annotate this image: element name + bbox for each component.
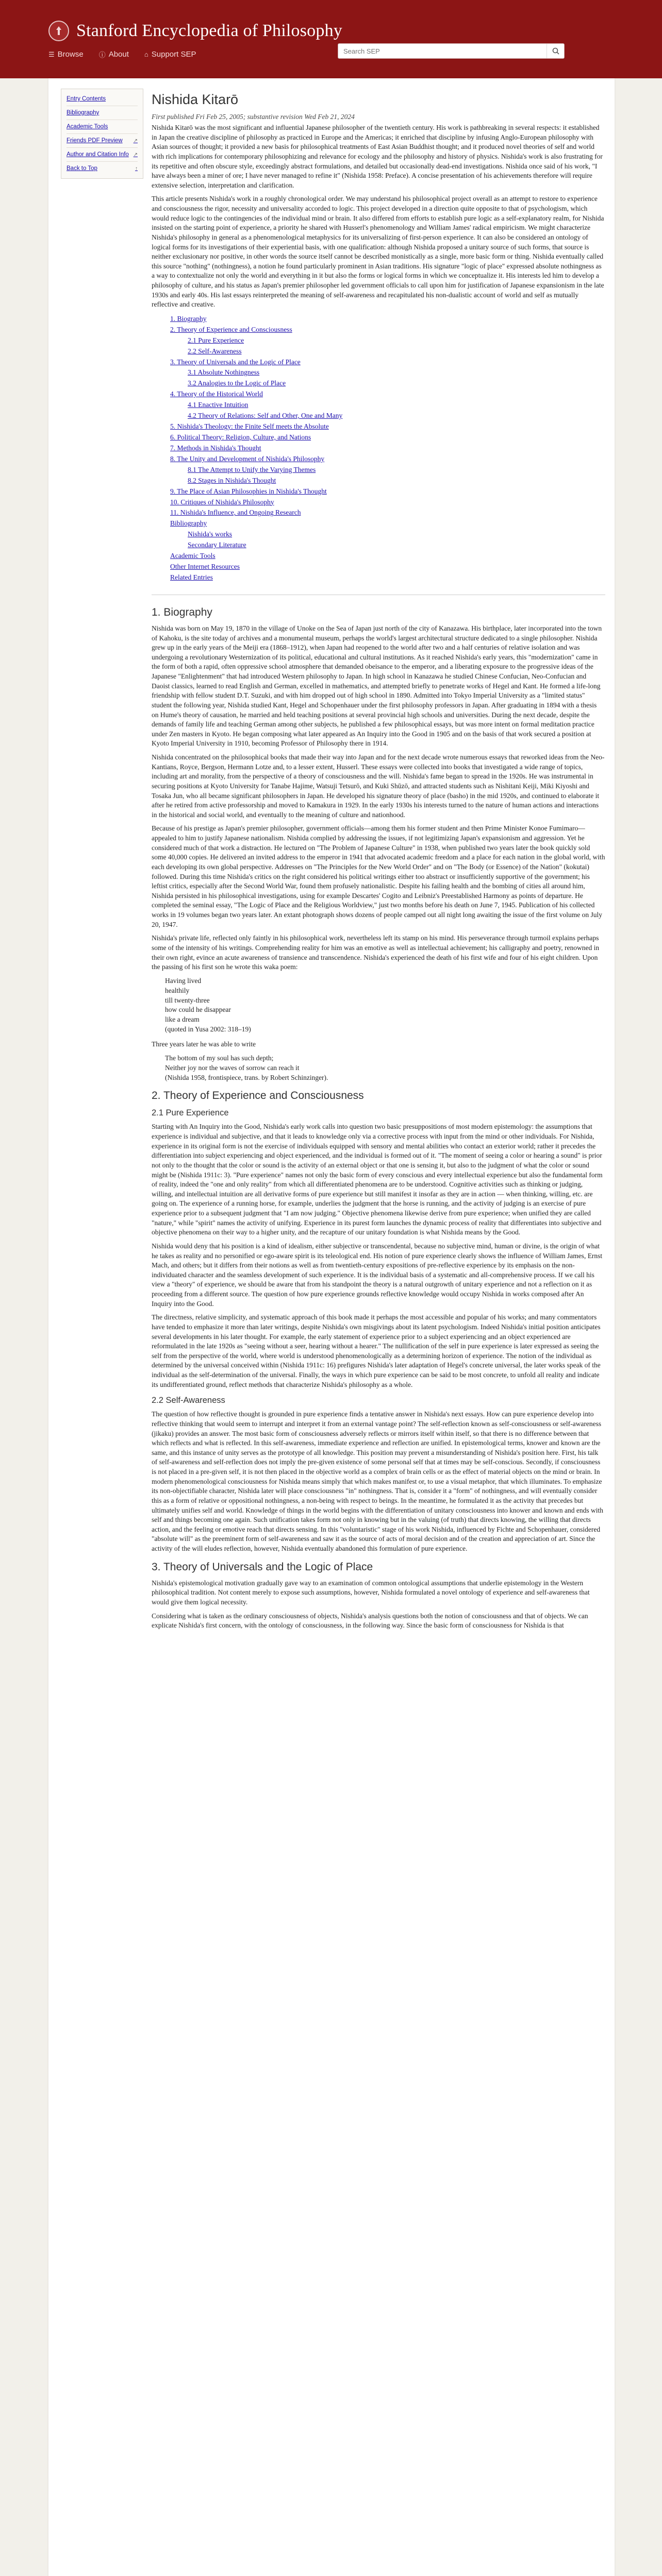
universals-paragraph: Nishida's epistemological motivation gradually gave way to an examination of common ontological assumptions that underlie epistemology in the Western philosophical tradition. Not content merely to expose such assumptions, however, Nishida formulated a novel ontology of experience and self-awareness that would give them logical necessity. [152,1579,590,1606]
site-header [0,0,662,78]
toc-sublist [188,529,605,551]
section-heading-universals: 3. Theory of Universals and the Logic of Place [152,1561,373,1573]
toc-link[interactable]: Related Entries [170,573,213,581]
poem-line: till twenty-three [165,996,210,1004]
sidebar-divider [67,161,138,162]
nav-browse-label: Browse [57,50,84,59]
search-input[interactable] [338,44,547,58]
toc-subitem [188,476,605,486]
poem-line: (quoted in Yusa 2002: 318–19) [165,1025,251,1033]
sidebar-item-label: Bibliography [67,110,100,116]
sidebar-divider [67,147,138,148]
page-frame [48,78,615,2576]
toc-link[interactable]: 8. The Unity and Development of Nishida's Philosophy [170,454,325,463]
poem-block [165,976,605,1035]
toc-item [170,454,605,486]
toc-link[interactable]: 7. Methods in Nishida's Thought [170,444,261,452]
nav-support-label: Support SEP [151,50,196,59]
toc-sublink[interactable]: 4.1 Enactive Intuition [188,401,249,409]
sidebar-item-label: Back to Top [67,165,97,172]
toc-sublink[interactable]: 3.2 Analogies to the Logic of Place [188,379,286,387]
subsection-heading-pure-experience: 2.1 Pure Experience [152,1108,229,1118]
toc-sublink[interactable]: 8.1 The Attempt to Unify the Varying Themes [188,465,316,473]
biography-paragraph: Nishida was born on May 19, 1870 in the village of Unoke on the Sea of Japan just north of the city of Kanazawa. His birthplace, later incorporated into the town of Kahoku, is the site today of archives and a monumental museum, perhaps the world's largest architectural structure dedicated to a single philosopher. Nishida grew up in the early years of the Meiji era (1868–1912), when Japan had reopened to the world after two and a half centuries of relative isolation and was undergoing a revolutionary Westernization of its political, educational and cultural institutions. As it reached Nishida's early years, this "modernization" came in the form of both a rapid, often oppressive school atmosphere that demanded obeisance to the emperor, and a liberating exposure to the progressive ideas of the Japanese "Enlightenment" that had introduced Western philosophy to Japan. In high school in Kanazawa he studied Chinese Confucian, Neo-Confucian and Daoist classics, learned to read English and German, excelled in mathematics, and attempted briefly to penetrate works of Hegel and Kant. He formed a life-long friendship with fellow student D.T. Suzuki, and with him dropped out of high school in 1890. Admitted into Tokyo Imperial University as a "limited status" student the following year, Nishida studied Kant, Hegel and Schopenhauer under the first philosophy professors in Japan. After graduating in 1894 with a thesis on Hume's theory of causation, he married and held teaching positions at several provincial high schools and universities. During the next decade, despite the demands of family life and teaching German among other subjects, he published a few philosophical essays, but was more intent on formal meditation practice under Zen masters in Kyoto. He began composing what later appeared as An Inquiry into the Good in 1905 and on the basis of that work secured a position at Kyoto Imperial University in 1910, becoming Professor of Philosophy there in 1914. [152,624,602,748]
site-title[interactable]: Stanford Encyclopedia of Philosophy [76,21,342,40]
poem-line: like a dream [165,1015,200,1024]
toc-subitem [188,400,605,411]
toc-link[interactable]: 5. Nishida's Theology: the Finite Self meets the Absolute [170,422,329,431]
toc-sublist [188,400,605,421]
toc-sublink[interactable]: 4.2 Theory of Relations: Self and Other, One and Many [188,412,343,420]
list-icon: ☰ [48,50,55,58]
toc-item [170,432,605,443]
toc-link[interactable]: Academic Tools [170,552,216,560]
article-title: Nishida Kitarō [152,92,239,107]
toc-link[interactable]: 4. Theory of the Historical World [170,390,263,398]
toc-item [170,357,605,389]
experience-paragraph: The directness, relative simplicity, and systematic approach of this book made it perhaps the most accessible and popular of his works; and many commentators have tended to emphasize it more than later writings, despite Nishida's own misgivings about its latent psychologism. Indeed Nishida's initial position anticipates several developments in his later thought. For example, the early statement of experience prior to a subject experiencing and an object experienced are reformulated in the late 1920s as "seeing without a seer, hearing without a hearer." The nullification of the self in pure experience is later expressed as seeing the self from the perspective of the world, where world is understood phenomenologically as a determining horizon of experience. The notion of the individual as determined by the universal conceived within (Nishida 1911c: 16) prefigures Nishida's later adaptation of Hegel's concrete universal, the later works speak of the individual as the self-determination of the universal. Finally, the ways in which pure experience can be said to be most concrete, to unfold all reality and indicate its undifferentiated ground, reflect methods that characterize Nishida's philosophy as a whole. [152,1313,601,1388]
toc-item [170,507,605,518]
toc-subitem [188,367,605,378]
toc-subitem [188,411,605,421]
toc-link[interactable]: 9. The Place of Asian Philosophies in Nishida's Thought [170,487,327,495]
toc-item [170,497,605,508]
toc-link[interactable]: Other Internet Resources [170,563,240,571]
toc-link[interactable]: 6. Political Theory: Religion, Culture, and Nations [170,433,311,442]
toc-sublink[interactable]: Nishida's works [188,530,233,538]
poem-block [165,1054,605,1083]
search-box [338,43,565,59]
poem-line: Having lived [165,976,202,985]
toc-sublink[interactable]: 3.1 Absolute Nothingness [188,368,260,377]
bank-icon: ⌂ [144,50,148,58]
poem-line: (Nishida 1958, frontispiece, trans. by Robert Schinzinger). [165,1073,328,1081]
toc-sublink[interactable]: 2.2 Self-Awareness [188,347,242,355]
nav-about-label: About [108,50,129,59]
search-button[interactable] [547,44,564,58]
toc-subitem [188,378,605,389]
toc-link[interactable]: 1. Biography [170,314,207,323]
toc-sublink[interactable]: Secondary Literature [188,541,246,549]
experience-paragraph: Nishida would deny that his position is a kind of idealism, either subjective or transcendental, because no subjective mind, human or divine, is the origin of what he takes as reality and no personified or ego-aware spirit is its teleological end. His notion of pure experience clearly shows the influence of William James, Ernst Mach, and others; but it differs from their notions as well as from twentieth-century expositions of pre-reflective experience by its emphasis on the non-individuated character and the seamless development of such experience. It is the individual basis of a systematic and all-comprehensive process. If we call his view a "theory" of experience, we should be aware that from his standpoint the theory is a natural outgrowth of unitary experience and not a reflection on it as proceeding from a different source. The question of how pure experience grounds reflective knowledge would occupy Nishida in works composed after An Inquiry into the Good. [152,1242,603,1308]
universals-paragraph: Considering what is taken as the ordinary consciousness of objects, Nishida's analysis questions both the notion of consciousness and that of objects. We can explicate Nishida's first concern, with the ontology of consciousness, in the following way. Since the basic form of consciousness for Nishida is that [152,1612,588,1630]
sidebar-box-contents [61,89,143,179]
toc-subitem [188,346,605,357]
biography-paragraph: Nishida's private life, reflected only faintly in his philosophical work, nevertheless left its stamp on his mind. His perseverance through turmoil explains perhaps some of the intensity of his writings. Comprehending reality for him was an emotive as well as intellectual achievement; his calligraphy and poetry, renowned in their own right, evince an acute awareness of transience and transcendence. Nishida's experienced the death of his first wife and four of his eight children. Upon the passing of his first son he wrote this waka poem: [152,934,600,971]
sidebar-item-back-to-top[interactable] [67,163,138,174]
toc-sublink[interactable]: 2.1 Pure Experience [188,336,244,344]
toc-item [170,314,605,325]
sidebar-item-pdf-preview[interactable] [67,135,138,146]
poem-line: healthily [165,986,190,994]
sidebar-item-bibliography[interactable] [67,107,138,118]
toc-item [170,443,605,454]
sidebar-divider [67,133,138,134]
self-awareness-paragraph: The question of how reflective thought is grounded in pure experience finds a tentative answer in Nishida's next essays. How can pure experience develop into reflective thinking that would seem to interrupt and interpret it from an external vantage point? The self-reflection known as self-consciousness or self-awareness (jikaku) provides an answer. The most basic form of consciousness adversely reflects or mirrors itself within itself, so that there is no difference between that which reflects and what is reflected. In this self-awareness, immediate experience and reflection are unified. In epistemological terms, knower and known are the same, and this instance of unity serves as the prototype of all knowledge. This position may prevent a misunderstanding of Nishida's position here. First, his talk of self-awareness and self-reflection does not imply the pre-given existence of some personal self that at times may be self-conscious. Secondly, if consciousness is not placed in a pre-given self, it is not then placed in the objective world as a complex of brain cells or as the effect of material objects on the mind or brain. In modern phenomenological consciousness for Nishida means simply that which makes manifest or, to use a visual metaphor, that which illuminates. To emphasize its non-objectifiable character, Nishida later will place consciousness "in" nothingness. That is, consider it a "form" of nothingness, and will eventually consider this as a form of relative or oppositional nothingness, a non-being with respect to beings. In the meantime, he formulated it as the activity that precedes but ultimately unifies self and world. Knowledge of things in the world begins with the differentiation of unitary consciousness into knower and known and ends with self and things becoming one again. Such unification takes form not only in knowing but in the valuing (of truth) that directs knowing, the willing that directs action, and the feeling or emotive reach that directs sensing. In this "voluntaristic" stage of his work Nishida, influenced by Fichte and Schopenhauer, considered "absolute will" as the preeminent form of self-awareness and saw it as the source of acts of moral decision and of the creation and appreciation of art. Since the activity of the will eludes reflection, however, Nishida eventually abandoned this formulation of pure experience. [152,1410,603,1553]
toc-sublink[interactable]: 8.2 Stages in Nishida's Thought [188,476,276,484]
sidebar-item-label: Entry Contents [67,96,106,102]
toc-item [170,518,605,551]
toc-item [170,562,605,572]
toc-sublist [188,367,605,389]
toc-item [170,325,605,357]
toc-link[interactable]: 11. Nishida's Influence, and Ongoing Research [170,509,301,517]
article-main [152,89,605,1635]
nav-about[interactable] [99,49,129,59]
toc-link[interactable]: Bibliography [170,519,207,528]
subsection-heading-self-awareness: 2.2 Self-Awareness [152,1396,225,1405]
toc-item [170,486,605,497]
experience-paragraph: Starting with An Inquiry into the Good, Nishida's early work calls into question two basic presuppositions of most modern epistemology: the assumptions that experience is individual and subjective, and that it leads to knowledge only via a corrective process with input from the mind or other individuals. For Nishida, experience in its original form is not the exercise of individuals equipped with sensory and mental abilities who contact an exterior world; rather it precedes the differentiation into subject experiencing and object experienced, and the individual is formed out of it. "The moment of seeing a color or hearing a sound" is prior not only to the thought that the color or sound is the activity of an external object or that one is sensing it, but also to the judgment of what the color or sound might be (Nishida 1911c: 3). "Pure experience" names not only the basic form of every conscious and every intellectual experience but also the fundamental form of reality, indeed the "one and only reality" from which all differentiated phenomena are to be understood. Cognitive activities such as thinking or judging, willing, and intellectual intuition are all derivative forms of pure experience but still manifest it insofar as they are in action — when thinking, willing, etc. are going on. The experience of a running horse, for example, underlies the judgment that the horse is running, and the activity of judging is an exercise of pure experience prior to a subsequent judgment that "I am now judging." Objective phenomena likewise derive from pure experience; when unified they are called "nature," while "spirit" names the activity of unifying. Experience in its purest form launches the dynamic process of reality that differentiates into subjective and objective phenomena on their way to a higher unity, and the recapture of our unitary foundation is what Nishida means by the Good. [152,1123,603,1236]
toc-subitem [188,540,605,551]
table-of-contents [170,314,605,583]
sidebar-item-citation-info[interactable] [67,149,138,160]
toc-sublist [188,465,605,486]
external-link-icon: ↗ [133,151,138,158]
info-icon: ⓘ [98,51,106,59]
section-heading-experience: 2. Theory of Experience and Consciousness [152,1090,364,1102]
toc-item [170,421,605,432]
sidebar-item-entry-contents[interactable] [67,93,138,105]
toc-link[interactable]: 2. Theory of Experience and Consciousness [170,325,292,333]
poem-line: The bottom of my soul has such depth; [165,1054,274,1062]
sidebar [61,89,143,179]
toc-sublist [188,335,605,357]
toc-subitem [188,465,605,476]
external-link-icon: ↗ [133,138,138,144]
preamble-paragraph: Nishida Kitarō was the most significant and influential Japanese philosopher of the twentieth century. His work is pathbreaking in several respects: it established in Japan the creative discipline of philosophy as practiced in Europe and the Americas; it enriched that discipline by infusing Anglo-European philosophy with Asian sources of thought; it provided a new basis for philosophical treatments of East Asian Buddhist thought; and it produced novel theories of self and world with rich implications for contemporary philosophizing and relevance for ecology and the philosophy and history of physics. Nishida's work is also frustrating for its repetitive and often obscure style, exceedingly abstract formulations, and detailed but occasionally dead-end investigations. Nishida once said of his work, "I have always been a miner of ore; I have never managed to refine it" (Nishida 1958: Preface). A concise presentation of his achievements therefore will require extensive selection, interpretation and clarification. [152,124,603,189]
biography-paragraph: Nishida concentrated on the philosophical books that made their way into Japan and for the next decade wrote numerous essays that reworked ideas from the Neo-Kantians, Royce, Bergson, Hermann Lotze and, to a lesser extent, Husserl. These essays were collected into books that investigated a wide range of topics, including art and morality, from the perspective of a theory of consciousness and the will. Nishida's fame began to spread in the 1920s. He was instrumental in securing positions at Kyoto University for Tanabe Hajime, Watsuji Tetsurō, and Kuki Shūzō, and attracted students such as Nishitani Keiji, Miki Kiyoshi and Tosaka Jun, who all became significant philosophers in Japan. He developed his signature theory of place (basho) in the mid 1920s, and continued to elaborate it after he retired from active professorship and moved to Kamakura in 1929. In the early 1930s his interests turned to the nature of human actions and interactions in the historical and social world, and eventually to the meaning of culture and nationhood. [152,753,605,819]
sidebar-item-label: Friends PDF Preview [67,138,123,144]
toc-subitem [188,529,605,540]
sidebar-item-label: Author and Citation Info [67,151,129,158]
poem-line: Neither joy nor the waves of sorrow can reach it [165,1063,300,1072]
poem-line: how could he disappear [165,1006,231,1014]
toc-link[interactable]: 3. Theory of Universals and the Logic of Place [170,358,301,366]
toc-list [170,314,605,583]
sidebar-item-academic-tools[interactable] [67,121,138,132]
arrow-up-icon: ↑ [135,165,138,172]
preamble-paragraph: This article presents Nishida's work in a roughly chronological order. We may understand his philosophical project overall as an attempt to restore to experience and consciousness the rigor, necessity and universality accorded to logic. This project developed in a direction quite opposite to that of psychologism, which would reduce logic to the contingencies of the individual mind or brain. It also differed from efforts to establish pure logic as a self-explanatory realm, for Nishida insisted on the starting point of experience, a priority he shared with Husserl's phenomenology and William James' radical empiricism. We might characterize Nishida's philosophy in general as a phenomenological metaphysics for its universalizing of first-person experience. It can also be considered an ontology of logical forms for its investigations of their experiential basis, with one qualification: although Nishida proposed a unitary source of such forms, that source is neither exclusionary nor positive, in other words the source itself cannot be described monistically as a single, more basic form or thing. Nishida eventually called this source "nothing" (nothingness), a notion he found particularly prominent in Asian traditions. His signature "logic of place" expressed absolute nothingness as a way to contextualize not only the world and everything in it but also the forms or logical forms in which we conceptualize it. His interests led him to develop a philosophy of culture, and his status as Japan's premier philosopher led government officials to call upon him for justification of Japanese expansionism in the late 1930s and early 40s. His last essays reinterpreted the meaning of self-awareness and recapitulated his non-dualistic account of world and self as mutually reflective and creative. [152,195,604,309]
toc-subitem [188,335,605,346]
sidebar-item-label: Academic Tools [67,124,108,130]
logo-row[interactable] [48,21,616,41]
toc-item [170,389,605,421]
biography-paragraph: Three years later he was able to write [152,1040,256,1048]
publication-info: First published Fri Feb 25, 2005; substantive revision Wed Feb 21, 2024 [152,113,355,121]
sep-seal-icon [48,21,69,41]
search-icon [552,47,559,55]
toc-item [170,572,605,583]
toc-link[interactable]: 10. Critiques of Nishida's Philosophy [170,498,274,506]
section-heading-biography: 1. Biography [152,606,212,618]
toc-item [170,551,605,562]
nav-support[interactable] [144,50,196,59]
biography-paragraph: Because of his prestige as Japan's premier philosopher, government officials—among them his former student and then Prime Minister Konoe Fumimaro—appealed to him to justify Japanese nationalism. Nishida complied by addressing the issues, if not legitimizing Japan's expansionism and aggression. Yet he considered much of that work a distraction. He lectured on "The Problem of Japanese Culture" in 1938, when published two years later the book quickly sold some 40,000 copies. He delivered an invited address to the emperor in 1941 that advocated academic freedom and a place for each nation in the global world, with each developing its own global perspective. Addresses on "The Principles for the New World Order" and on "The Body (or Essence) of the Nation" (kokutai) followed. During this time Nishida's critics on the right considered his political writings either too abstract or insufficiently supportive of the government; his leftist critics, especially after the Second World War, found them profusely nationalistic. Despite his failing health and the bombing of cities all around him, Nishida persisted in his philosophical investigations, using for example Descartes' Cogito and Leibniz's Preestablished Harmony as points of departure. He completed the seminal essay, "The Logic of Place and the Religious Worldview," just two months before his death on June 7, 1945. Publication of his collected works in 19 volumes began two years later. An extant photograph shows dozens of people camped out all night long awaiting the issue of the first volume on July 20, 1947. [152,824,605,928]
nav-browse[interactable] [48,50,84,59]
